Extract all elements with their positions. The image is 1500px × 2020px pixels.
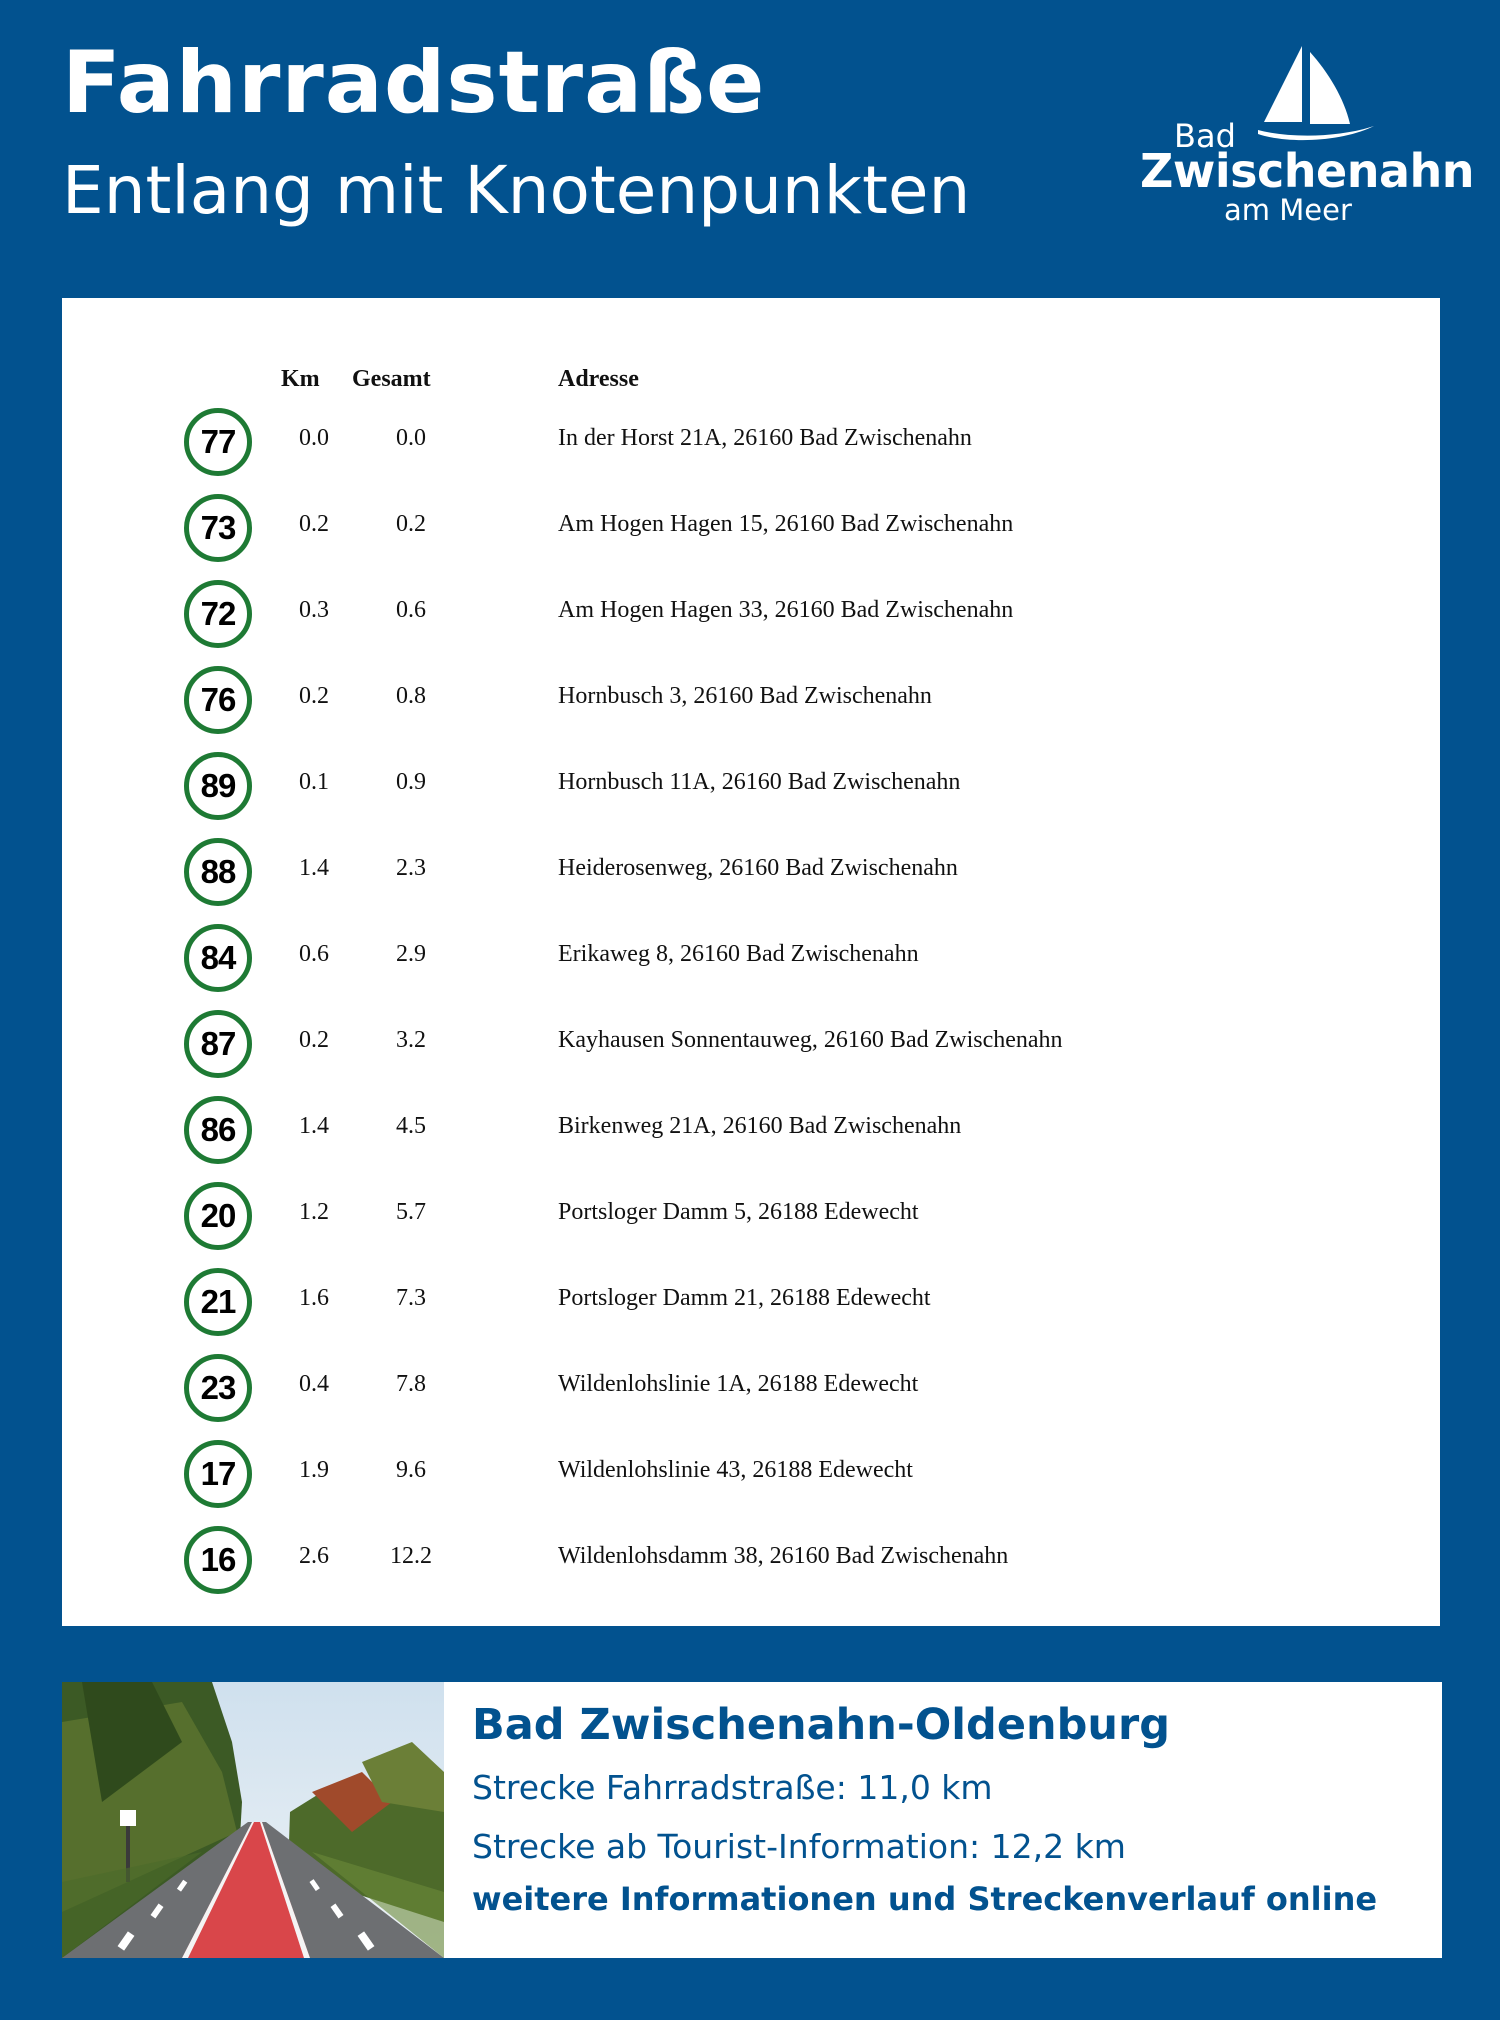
node-badge: 89 — [184, 752, 252, 820]
km-value: 1.6 — [299, 1285, 329, 1311]
node-badge: 21 — [184, 1268, 252, 1336]
column-header-address: Adresse — [558, 366, 639, 392]
address-value: Portsloger Damm 21, 26188 Edewecht — [558, 1285, 931, 1311]
node-badge: 73 — [184, 494, 252, 562]
km-value: 2.6 — [299, 1543, 329, 1569]
total-value: 0.0 — [396, 425, 426, 451]
node-badge: 87 — [184, 1010, 252, 1078]
address-value: Birkenweg 21A, 26160 Bad Zwischenahn — [558, 1113, 962, 1139]
logo-line-am-meer: am Meer — [1224, 193, 1352, 227]
address-value: Erikaweg 8, 26160 Bad Zwischenahn — [558, 941, 919, 967]
km-value: 0.2 — [299, 1027, 329, 1053]
table-row — [62, 1354, 1440, 1420]
node-badge: 84 — [184, 924, 252, 992]
address-value: Hornbusch 11A, 26160 Bad Zwischenahn — [558, 769, 961, 795]
address-value: Kayhausen Sonnentauweg, 26160 Bad Zwischenahn — [558, 1027, 1063, 1053]
address-value: Wildenlohslinie 1A, 26188 Edewecht — [558, 1371, 919, 1397]
km-value: 0.2 — [299, 683, 329, 709]
km-value: 1.2 — [299, 1199, 329, 1225]
address-value: Hornbusch 3, 26160 Bad Zwischenahn — [558, 683, 932, 709]
address-value: In der Horst 21A, 26160 Bad Zwischenahn — [558, 425, 972, 451]
node-badge: 72 — [184, 580, 252, 648]
node-badge: 86 — [184, 1096, 252, 1164]
route-title: Bad Zwischenahn-Oldenburg — [472, 1700, 1170, 1750]
table-row — [62, 1440, 1440, 1506]
total-value: 9.6 — [396, 1457, 426, 1483]
node-badge: 23 — [184, 1354, 252, 1422]
total-value: 7.8 — [396, 1371, 426, 1397]
page-title: Fahrradstraße — [62, 33, 766, 133]
column-header-km: Km — [281, 366, 320, 392]
km-value: 1.4 — [299, 855, 329, 881]
table-row — [62, 1182, 1440, 1248]
total-value: 2.9 — [396, 941, 426, 967]
km-value: 1.9 — [299, 1457, 329, 1483]
table-row — [62, 494, 1440, 560]
page-subtitle: Entlang mit Knotenpunkten — [62, 152, 971, 229]
sailboat-icon — [1258, 42, 1378, 142]
route-info-panel — [62, 1682, 1442, 1958]
address-value: Wildenlohsdamm 38, 26160 Bad Zwischenahn — [558, 1543, 1009, 1569]
table-row — [62, 580, 1440, 646]
km-value: 0.0 — [299, 425, 329, 451]
total-value: 0.9 — [396, 769, 426, 795]
node-badge: 20 — [184, 1182, 252, 1250]
address-value: Wildenlohslinie 43, 26188 Edewecht — [558, 1457, 913, 1483]
total-value: 0.8 — [396, 683, 426, 709]
bike-lane-photo — [62, 1682, 444, 1958]
table-row — [62, 752, 1440, 818]
table-row — [62, 1526, 1440, 1592]
table-row — [62, 666, 1440, 732]
table-row — [62, 1096, 1440, 1162]
node-badge: 16 — [184, 1526, 252, 1594]
more-info-online: weitere Informationen und Streckenverlauf online — [472, 1880, 1378, 1918]
km-value: 0.4 — [299, 1371, 329, 1397]
table-row — [62, 1268, 1440, 1334]
km-value: 0.2 — [299, 511, 329, 537]
address-value: Portsloger Damm 5, 26188 Edewecht — [558, 1199, 919, 1225]
table-row — [62, 838, 1440, 904]
node-badge: 17 — [184, 1440, 252, 1508]
table-row — [62, 408, 1440, 474]
total-value: 3.2 — [396, 1027, 426, 1053]
node-badge: 77 — [184, 408, 252, 476]
node-badge: 76 — [184, 666, 252, 734]
total-value: 0.2 — [396, 511, 426, 537]
total-value: 12.2 — [390, 1543, 432, 1569]
total-value: 5.7 — [396, 1199, 426, 1225]
km-value: 0.1 — [299, 769, 329, 795]
total-value: 2.3 — [396, 855, 426, 881]
table-row — [62, 1010, 1440, 1076]
logo-line-zwischenahn: Zwischenahn — [1140, 144, 1474, 198]
km-value: 0.6 — [299, 941, 329, 967]
total-value: 0.6 — [396, 597, 426, 623]
route-table-panel — [62, 298, 1440, 1626]
total-value: 4.5 — [396, 1113, 426, 1139]
route-length-bike-street: Strecke Fahrradstraße: 11,0 km — [472, 1768, 993, 1807]
km-value: 0.3 — [299, 597, 329, 623]
km-value: 1.4 — [299, 1113, 329, 1139]
total-value: 7.3 — [396, 1285, 426, 1311]
table-row — [62, 924, 1440, 990]
address-value: Am Hogen Hagen 33, 26160 Bad Zwischenahn — [558, 597, 1014, 623]
address-value: Heiderosenweg, 26160 Bad Zwischenahn — [558, 855, 958, 881]
route-length-from-tourist-info: Strecke ab Tourist-Information: 12,2 km — [472, 1827, 1126, 1866]
logo-line-bad: Bad — [1174, 117, 1236, 155]
column-header-total: Gesamt — [352, 366, 431, 392]
address-value: Am Hogen Hagen 15, 26160 Bad Zwischenahn — [558, 511, 1014, 537]
node-badge: 88 — [184, 838, 252, 906]
bad-zwischenahn-logo — [1138, 42, 1474, 232]
